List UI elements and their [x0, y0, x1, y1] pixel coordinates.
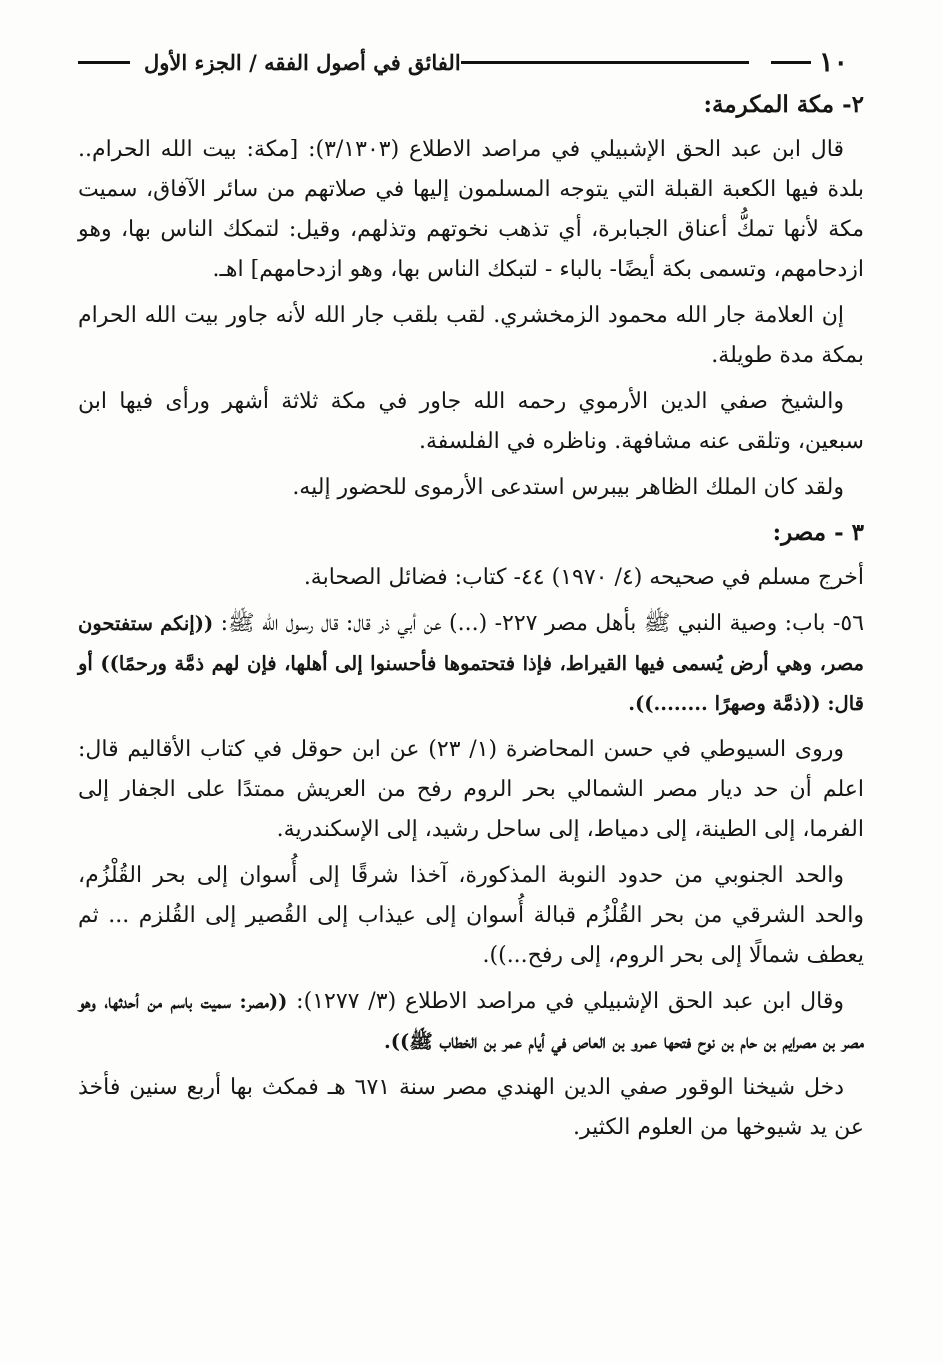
paragraph-armawi: والشيخ صفي الدين الأرموي رحمه الله جاور في مكة ثلاثة أشهر ورأى فيها ابن سبعين، وتلقى عنه مشافهة. وناظره في الفلسفة. — [78, 389, 864, 454]
paragraph-hindi: دخل شيخنا الوقور صفي الدين الهندي مصر سنة ٦٧١ هـ فمكث بها أربع سنين فأخذ عن يد شيوخها من العلوم الكثير. — [78, 1075, 864, 1140]
running-header — [78, 42, 848, 82]
paragraph-suyuti: وروى السيوطي في حسن المحاضرة (١/ ٢٣) عن ابن حوقل في كتاب الأقاليم قال: اعلم أن حد ديار مصر الشمالي بحر الروم رفح من العريش ممتدًا على الجفار إلى الفرما، إلى الطينة، إلى دمياط، إلى ساحل رشيد، إلى الإسكندرية. — [78, 737, 864, 842]
header-rule-left — [78, 61, 130, 64]
paragraph-hadith — [78, 604, 864, 724]
hadith-intro: ٥٦- باب: وصية النبي ﷺ بأهل مصر ٢٢٧- (...) عن أبي ذر قال: قال رسول الله ﷺ: — [213, 611, 865, 636]
section-heading-misr: ٣ - مصر: — [772, 519, 864, 546]
section-heading-makkah: ٢- مكة المكرمة: — [703, 91, 864, 118]
paragraph-marasid-misr — [78, 982, 864, 1062]
paragraph-zamakhshari: إن العلامة جار الله محمود الزمخشري. لقب بلقب جار الله لأنه جاور بيت الله الحرام بمكة مدة طويلة. — [78, 303, 864, 368]
marasid-quote: ((مصر: سميت باسم من أحدثها، وهو مصر بن مصرايم بن حام بن نوح فتحها عمرو بن العاص في أيام عمر بن الخطاب ﷺ)). — [78, 990, 864, 1053]
running-title: الفائق في أصول الفقه / الجزء الأول — [144, 49, 461, 75]
paragraph-baybars: ولقد كان الملك الظاهر بيبرس استدعى الأرموى للحضور إليه. — [292, 475, 844, 500]
header-rule-right — [771, 61, 811, 64]
paragraph-southern-border: والحد الجنوبي من حدود النوبة المذكورة، آخذا شرقًا إلى أُسوان إلى بحر القُلْزُم، والحد الشرقي من بحر القُلْزُم قبالة أُسوان إلى عيذاب إلى القُصير إلى القُلزم ... ثم يعطف شمالًا إلى بحر الروم، إلى رفح...)). — [78, 863, 864, 968]
paragraph-muslim-reference: أخرج مسلم في صحيحه (٤/ ١٩٧٠) ٤٤- كتاب: فضائل الصحابة. — [303, 565, 864, 590]
marasid-intro: وقال ابن عبد الحق الإشبيلي في مراصد الاطلاع (٣/ ١٢٧٧): — [287, 989, 845, 1014]
paragraph-makkah-definition: قال ابن عبد الحق الإشبيلي في مراصد الاطلاع (٣/١٣٠٣): [مكة: بيت الله الحرام.. بلدة فيها الكعبة القبلة التي يتوجه المسلمون إليها في صلاتهم من سائر الآفاق، سميت مكة لأنها تمكُّ أعناق الجبابرة، أي تذهب نخوتهم وتذلهم، وقيل: لتمكك الناس بها، وهو ازدحامهم، وتسمى بكة أيضًا- بالباء - لتبكك الناس بها، وهو ازدحامهم] اهـ. — [78, 137, 864, 282]
page-number: ١٠ — [818, 46, 848, 78]
header-rule-middle — [461, 61, 749, 64]
hadith-quote: ((إنكم ستفتحون مصر، وهي أرض يُسمى فيها القيراط، فإذا فتحتموها فأحسنوا إلى أهلها، فإن لهم ذمَّة ورحمًا)) أو قال: ((ذمَّة وصهرًا ........)). — [78, 612, 864, 715]
page-body — [78, 86, 864, 1154]
